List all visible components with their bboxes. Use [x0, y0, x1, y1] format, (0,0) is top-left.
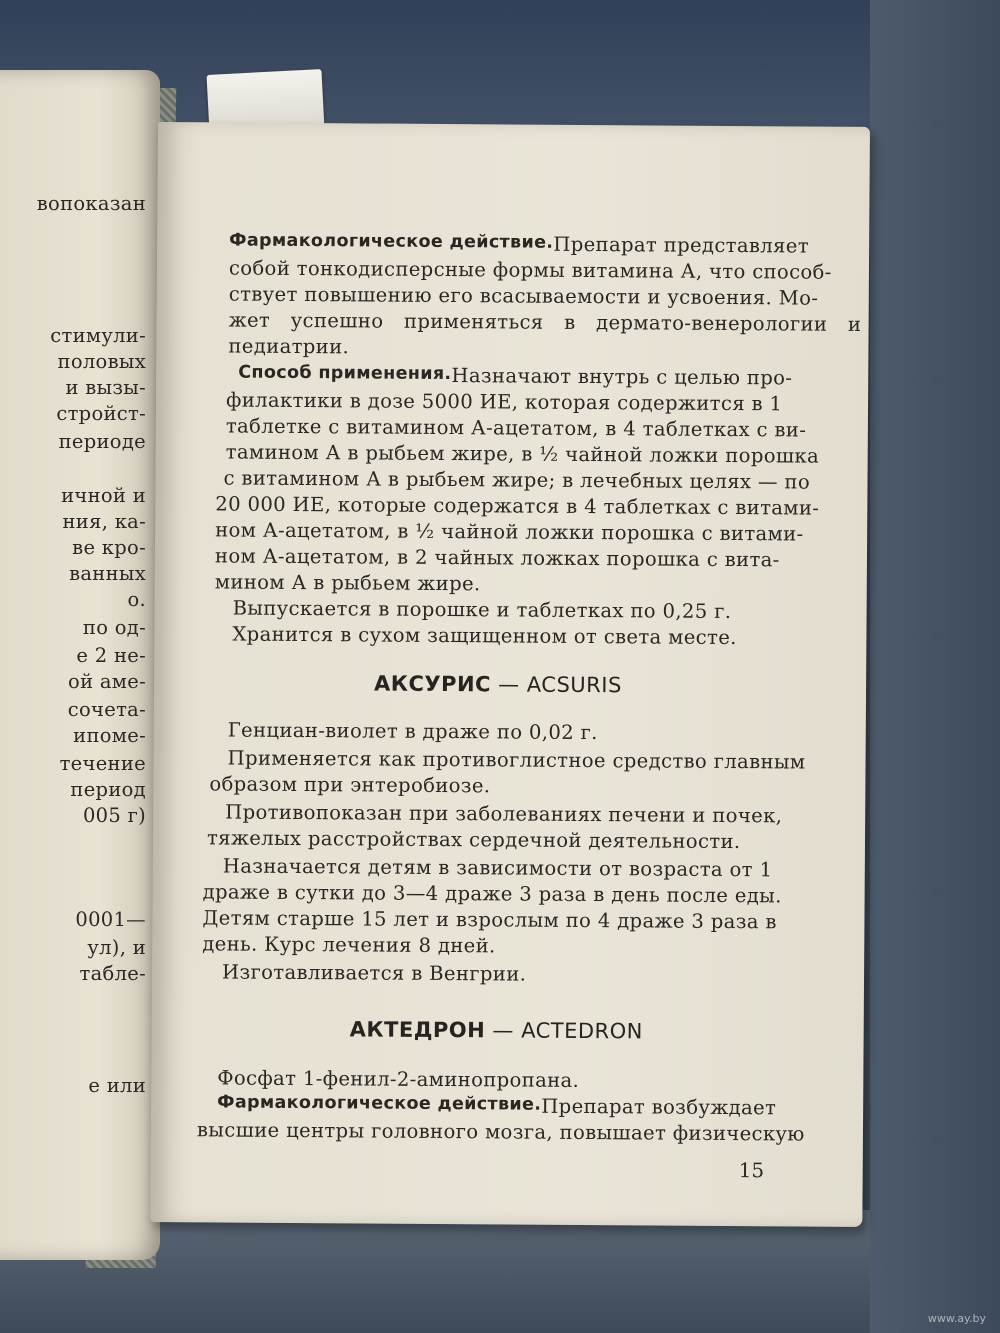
- paragraph-line: день. Курс лечения 8 дней.: [202, 932, 496, 958]
- left-page-line: период: [70, 778, 146, 801]
- paragraph-line: драже в сутки до 3—4 драже 3 раза в день после еды.: [202, 880, 782, 908]
- line-text: Назначают внутрь с целью про-: [451, 364, 793, 390]
- paragraph-line: Выпускается в порошке и таблетках по 0,25 г.: [232, 596, 732, 624]
- left-page-line: ипоме-: [73, 724, 146, 747]
- paragraph-line: [238, 362, 793, 390]
- paragraph-line: образом при энтеробиозе.: [209, 772, 491, 798]
- paragraph-line: таблетке с витамином А-ацетатом, в 4 таблетках с ви-: [225, 414, 807, 442]
- section-lead: Фармакологическое действие.: [217, 1092, 542, 1115]
- left-page-line: сочета-: [67, 698, 146, 721]
- paragraph-line: мином А в рыбьем жире.: [214, 570, 481, 596]
- heading-latin: ACSURIS: [526, 672, 622, 698]
- entry-heading: [374, 672, 622, 698]
- page-number: 15: [738, 1158, 765, 1183]
- entry-heading: [350, 1017, 643, 1043]
- paragraph-line: [217, 1092, 777, 1120]
- watermark: www.ay.by: [927, 1312, 986, 1325]
- left-page-line: о.: [127, 588, 146, 611]
- paragraph-line: Применяется как противоглистное средство главным: [227, 746, 806, 774]
- paragraph-line: Генциан-виолет в драже по 0,02 г.: [227, 718, 598, 745]
- left-page-line: и вызы-: [65, 376, 146, 399]
- left-page-line: е 2 не-: [76, 644, 146, 667]
- left-page-line: 0001—: [75, 908, 146, 931]
- left-page-line: половых: [57, 350, 146, 373]
- line-text: Препарат представляет: [553, 232, 810, 258]
- paragraph-line: Назначается детям в зависимости от возраста от 1: [222, 854, 773, 882]
- left-page: [0, 70, 160, 1260]
- line-text: Препарат возбуждает: [541, 1094, 777, 1120]
- paragraph-line: ном А-ацетатом, в ½ чайной ложки порошка с витами-: [215, 518, 804, 546]
- heading-cyrillic: АКТЕДРОН: [349, 1017, 486, 1043]
- paragraph-line: ном А-ацетатом, в 2 чайных ложках порошка с вита-: [214, 544, 780, 572]
- paragraph-line: [229, 230, 810, 258]
- heading-separator: —: [490, 672, 527, 697]
- left-page-line: вопоказан: [36, 192, 146, 215]
- paragraph-line: Противопоказан при заболеваниях печени и почек,: [225, 800, 783, 828]
- background-right: [870, 0, 1000, 1333]
- left-page-line: 005 г): [82, 804, 146, 827]
- left-page-line: стройст-: [56, 402, 146, 425]
- right-page: [150, 122, 870, 1227]
- paragraph-line: Фосфат 1-фенил-2-аминопропана.: [217, 1066, 580, 1092]
- left-page-line: е или: [88, 1074, 146, 1097]
- paragraph-line: высшие центры головного мозга, повышает физическую: [196, 1118, 805, 1146]
- paragraph-line: Детям старше 15 лет и взрослым по 4 драже 3 раза в: [202, 906, 777, 934]
- paragraph-line: Изготавливается в Венгрии.: [221, 960, 527, 986]
- left-page-line: ичной и: [61, 484, 146, 507]
- left-page-line: ванных: [69, 562, 146, 585]
- paragraph-line: ствует повышению его всасываемости и усвоения. Мо-: [228, 282, 819, 310]
- left-page-line: ния, ка-: [62, 510, 146, 533]
- left-page-line: периоде: [58, 430, 146, 453]
- left-page-line: ве кро-: [72, 536, 146, 559]
- heading-cyrillic: АКСУРИС: [374, 671, 492, 697]
- paragraph-line: жет успешно применяться в дермато-венерологии и: [228, 308, 862, 336]
- paragraph-line: с витамином А в рыбьем жире; в лечебных целях — по: [223, 466, 811, 494]
- left-page-line: табле-: [79, 962, 146, 985]
- heading-latin: ACTEDRON: [521, 1018, 643, 1044]
- left-page-line: стимули-: [50, 324, 146, 347]
- section-lead: Способ применения.: [238, 362, 452, 385]
- paragraph-line: тяжелых расстройствах сердечной деятельности.: [206, 826, 741, 854]
- paragraph-line: тамином А в рыбьем жире, в ½ чайной ложки порошка: [225, 440, 820, 468]
- section-lead: Фармакологическое действие.: [229, 230, 554, 253]
- paragraph-line: 20 000 ИЕ, которые содержатся в 4 таблетках с витами-: [215, 492, 820, 520]
- left-page-line: ул), и: [87, 936, 146, 959]
- paragraph-line: Хранится в сухом защищенном от света месте.: [232, 622, 737, 650]
- heading-separator: —: [485, 1018, 522, 1043]
- paragraph-line: собой тонкодисперсные формы витамина А, что способ-: [228, 256, 832, 284]
- left-page-line: по од-: [82, 616, 146, 639]
- paragraph-line: педиатрии.: [228, 334, 350, 359]
- left-page-line: ой аме-: [68, 670, 146, 693]
- left-page-line: течение: [59, 752, 146, 775]
- paragraph-line: филактики в дозе 5000 ИЕ, которая содержится в 1: [225, 388, 783, 416]
